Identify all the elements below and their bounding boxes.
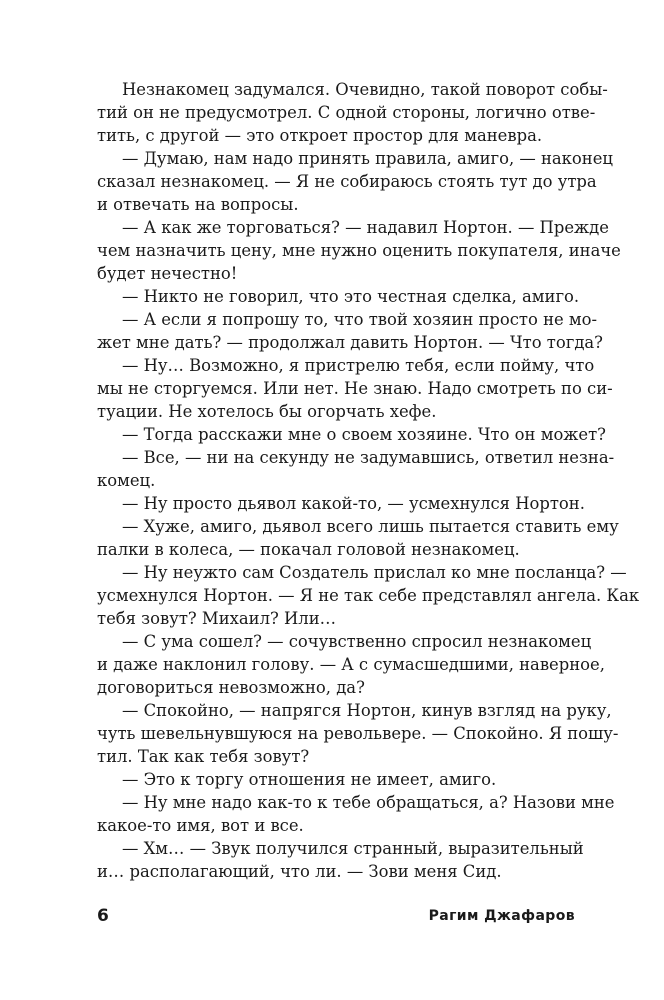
text-line: — С ума сошел? — сочувственно спросил незнакомец xyxy=(122,632,592,651)
text-line: — Это к торгу отношения не имеет, амиго. xyxy=(122,770,497,789)
text-line: и… располагающий, что ли. — Зови меня Сид. xyxy=(97,862,502,881)
text-line: — Ну неужто сам Создатель прислал ко мне посланца? — xyxy=(122,563,627,582)
text-line: — Ну просто дьявол какой-то, — усмехнулся Нортон. xyxy=(122,494,585,513)
page-footer xyxy=(97,904,575,928)
text-line: — А если я попрошу то, что твой хозяин просто не мо- xyxy=(122,310,598,329)
text-line: — А как же торговаться? — надавил Нортон. — Прежде xyxy=(122,218,609,237)
text-line: чем назначить цену, мне нужно оценить покупателя, иначе xyxy=(97,241,621,260)
text-line: — Хуже, амиго, дьявол всего лишь пытается ставить ему xyxy=(122,517,619,536)
text-line: — Ну… Возможно, я пристрелю тебя, если пойму, что xyxy=(122,356,595,375)
body-text xyxy=(97,78,640,883)
text-line: тебя зовут? Михаил? Или… xyxy=(97,609,337,628)
text-line: — Никто не говорил, что это честная сделка, амиго. xyxy=(122,287,580,306)
page-number: 6 xyxy=(97,906,109,926)
running-head-author: Рагим Джафаров xyxy=(428,908,575,924)
text-line: договориться невозможно, да? xyxy=(97,678,365,697)
text-line: — Спокойно, — напрягся Нортон, кинув взгляд на руку, xyxy=(122,701,612,720)
text-line: чуть шевельнувшуюся на револьвере. — Спокойно. Я пошу- xyxy=(97,724,619,743)
text-line: будет нечестно! xyxy=(97,264,238,283)
text-line: — Тогда расскажи мне о своем хозяине. Что он может? xyxy=(122,425,606,444)
text-line: — Все, — ни на секунду не задумавшись, ответил незна- xyxy=(122,448,615,467)
text-line: палки в колеса, — покачал головой незнакомец. xyxy=(97,540,520,559)
text-line: туации. Не хотелось бы огорчать хефе. xyxy=(97,402,437,421)
text-line: какое-то имя, вот и все. xyxy=(97,816,304,835)
text-line: комец. xyxy=(97,471,156,490)
text-line: тил. Так как тебя зовут? xyxy=(97,747,310,766)
text-line: — Думаю, нам надо принять правила, амиго, — наконец xyxy=(122,149,613,168)
text-line: — Ну мне надо как-то к тебе обращаться, а? Назови мне xyxy=(122,793,615,812)
text-line: усмехнулся Нортон. — Я не так себе представлял ангела. Как xyxy=(97,586,640,605)
text-line: и даже наклонил голову. — А с сумасшедшими, наверное, xyxy=(97,655,605,674)
text-line: — Хм… — Звук получился странный, выразительный xyxy=(122,839,584,858)
text-line: тий он не предусмотрел. С одной стороны, логично отве- xyxy=(97,103,596,122)
text-line: Незнакомец задумался. Очевидно, такой поворот собы- xyxy=(122,80,608,99)
text-line: сказал незнакомец. — Я не собираюсь стоять тут до утра xyxy=(97,172,597,191)
text-line: жет мне дать? — продолжал давить Нортон. — Что тогда? xyxy=(97,333,603,352)
text-line: тить, с другой — это откроет простор для маневра. xyxy=(97,126,543,145)
text-line: мы не сторгуемся. Или нет. Не знаю. Надо смотреть по си- xyxy=(97,379,613,398)
text-line: и отвечать на вопросы. xyxy=(97,195,299,214)
